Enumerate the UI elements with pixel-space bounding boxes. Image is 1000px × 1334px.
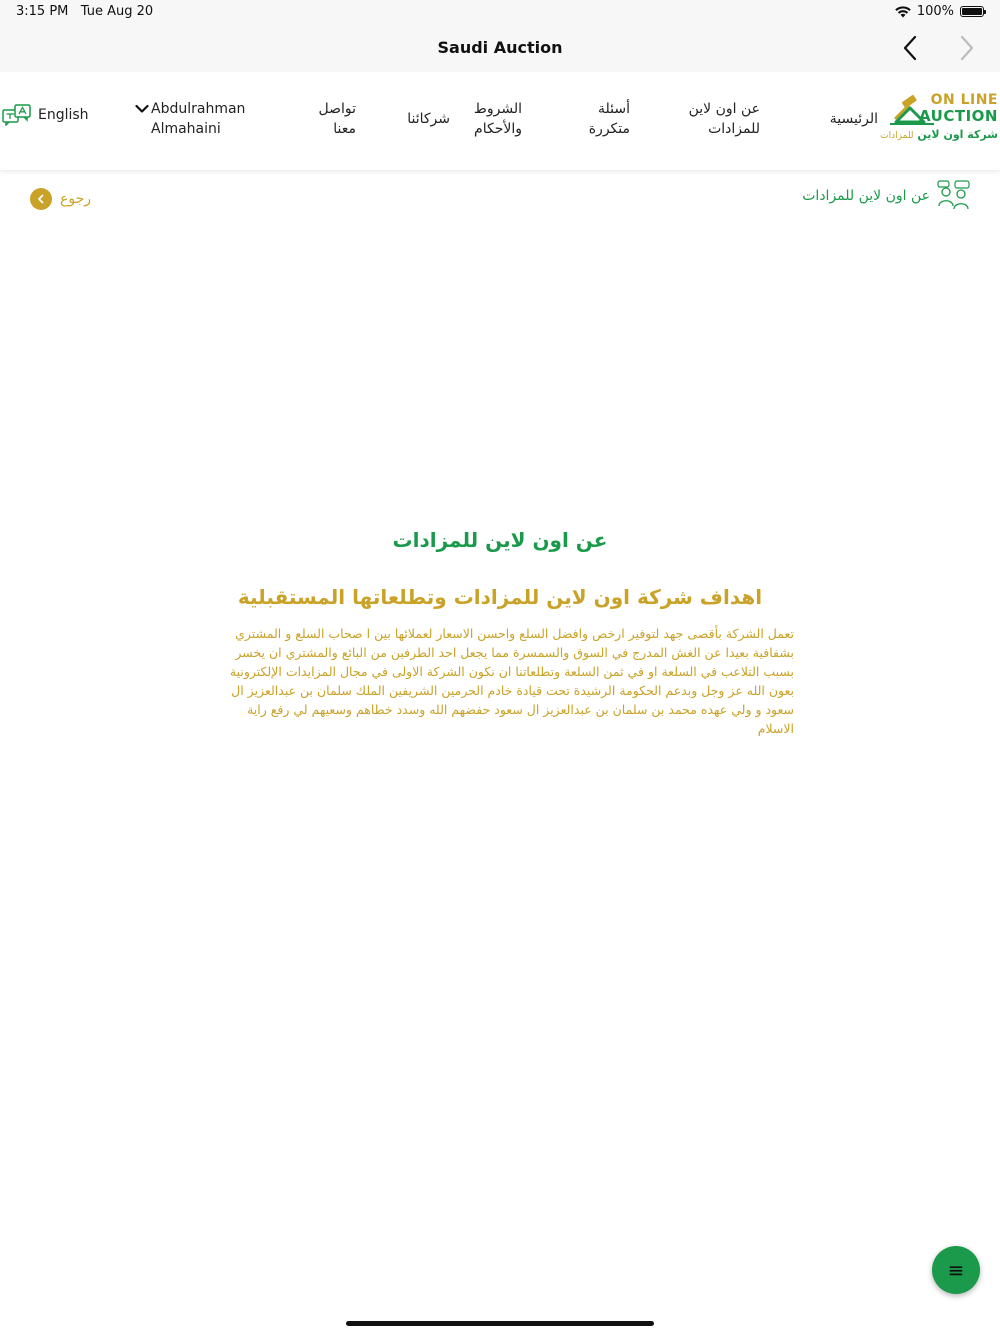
chevron-down-icon <box>135 104 149 114</box>
status-time <box>16 4 153 19</box>
status-bar <box>0 0 1000 24</box>
page-breadcrumb <box>802 180 972 212</box>
menu-item-faq[interactable]: أسئلة متكررة <box>588 101 630 137</box>
home-indicator <box>346 1321 654 1326</box>
chevron-left-icon[interactable] <box>897 34 925 62</box>
logo-text-auction: AUCTION <box>919 107 998 125</box>
menu-item-partners[interactable]: شركائنا <box>407 111 450 127</box>
language-toggle-icon <box>2 104 32 126</box>
content-title: عن اون لاين للمزادات <box>392 528 608 552</box>
logo[interactable] <box>880 92 1000 148</box>
content-body: تعمل الشركة بأقصى جهد لتوفير ارخص وافضل السلع واحسن الاسعار لعملائها بين ا صحاب السلع و المشتري بشفافية بعيدا عن الغش المدرج في السوق والسمسرة مما يجعل احد الطرفين من البائع والمشتري ان يخسر بسبب التلاعب في السلعة او في ثمن السلعة وتطلعاتنا ان نكون الشركة الاولى في مجال المزايدات الإلكترونية بعون الله عز وجل وبدعم الحكومة الرشيدة تحت قيادة خادم الحرمين الشريفين الملك سلمان بن عبدالعزيز ال سعود و ولي عهده محمد بن سلمان بن عبدالعزيز ال سعود حفضهم الله وسدد خطاهم وسعيهم لي رفع راية الاسلام <box>229 626 794 736</box>
logo-text-arabic <box>880 128 998 141</box>
chevron-left-circle-icon <box>30 188 52 210</box>
status-clock: 3:15 PM <box>16 4 69 19</box>
status-date: Tue Aug 20 <box>80 4 154 19</box>
battery-icon <box>960 6 984 17</box>
nav-title: Saudi Auction <box>437 38 563 57</box>
menu-item-about[interactable]: عن اون لاين للمزادات <box>688 101 760 137</box>
wifi-icon <box>895 6 911 18</box>
language-toggle[interactable] <box>2 104 89 126</box>
logo-text-online: ON LINE <box>930 92 998 108</box>
user-menu[interactable] <box>135 99 261 139</box>
battery-percent: 100% <box>916 4 954 19</box>
back-button[interactable] <box>30 188 91 210</box>
content-subtitle: اهداف شركة اون لاين للمزادات وتطلعاتها المستقبلية <box>237 585 763 609</box>
menu-item-contact[interactable]: تواصل معنا <box>318 101 356 137</box>
menu-fab-button[interactable] <box>932 1246 980 1294</box>
menu-item-terms[interactable]: الشروط والأحكام <box>473 101 522 137</box>
logo-arabic-sub: للمزادات <box>880 131 914 141</box>
menu-item-home[interactable]: الرئيسية <box>829 111 878 127</box>
user-name: Abdulrahman Almahaini <box>151 101 246 137</box>
site-header <box>0 72 1000 170</box>
people-group-icon <box>936 180 972 212</box>
status-indicators <box>895 4 984 19</box>
language-label: English <box>38 107 89 123</box>
back-label: رجوع <box>60 191 92 207</box>
menu-icon: ≡ <box>947 1258 965 1282</box>
page-breadcrumb-label: عن اون لاين للمزادات <box>802 188 930 204</box>
navigation-bar <box>0 24 1000 72</box>
chevron-right-icon[interactable] <box>952 34 980 62</box>
logo-arabic-main: شركة اون لاين <box>917 128 998 141</box>
